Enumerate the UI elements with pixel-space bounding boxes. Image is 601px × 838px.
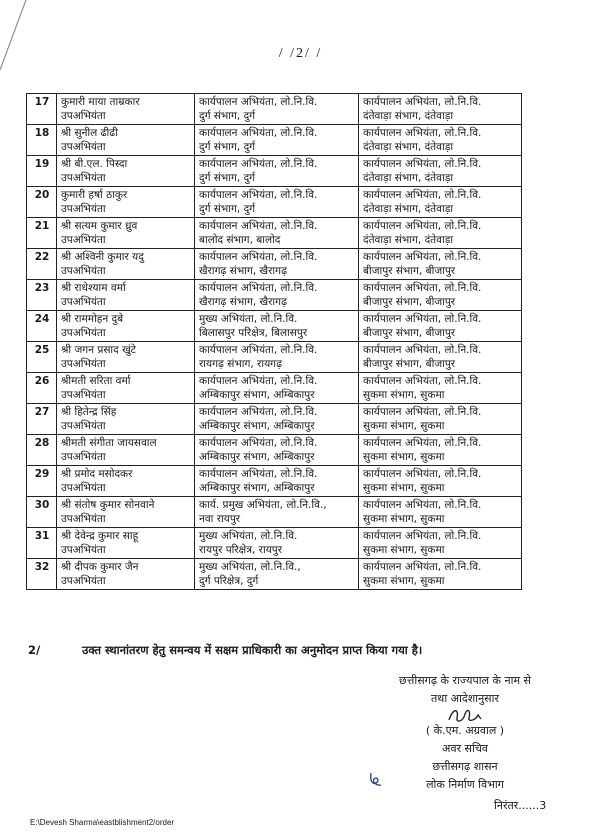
officer-name-line: उपअभियंता — [61, 482, 106, 494]
posted-from-line: मुख्य अभियंता, लो.नि.वि. — [199, 530, 298, 542]
officer-name-line: उपअभियंता — [61, 575, 106, 587]
officer-name-cell — [57, 156, 195, 187]
officer-name-line: श्री जगन प्रसाद खुंटे — [61, 344, 136, 356]
posted-from-cell — [195, 218, 359, 249]
department-name: लोक निर्माण विभाग — [426, 778, 504, 791]
table-row — [27, 311, 522, 342]
posted-from-line: दुर्ग संभाग, दुर्ग — [199, 203, 256, 215]
posted-to-cell — [359, 94, 522, 125]
officer-name-line: श्री राममोहन दुबे — [61, 313, 124, 325]
note-text: उक्त स्थानांतरण हेतु समन्वय में सक्षम प्राधिकारी का अनुमोदन प्राप्त किया गया है। — [82, 643, 423, 657]
posted-to-line: कार्यपालन अभियंता, लो.नि.वि. — [363, 499, 482, 511]
officer-name-cell — [57, 125, 195, 156]
officer-name-cell — [57, 528, 195, 559]
officer-name-line: उपअभियंता — [61, 513, 106, 525]
posted-from-cell — [195, 435, 359, 466]
posted-to-line: कार्यपालन अभियंता, लो.नि.वि. — [363, 282, 482, 294]
officer-name-cell — [57, 559, 195, 590]
posted-to-line: कार्यपालन अभियंता, लो.नि.वि. — [363, 437, 482, 449]
officer-name-cell — [57, 94, 195, 125]
serial-number: 20 — [27, 187, 57, 218]
posted-to-line: कार्यपालन अभियंता, लो.नि.वि. — [363, 561, 482, 573]
posted-from-line: नवा रायपुर — [199, 513, 241, 525]
officer-name-cell — [57, 280, 195, 311]
officer-name-cell — [57, 187, 195, 218]
officer-name-line: उपअभियंता — [61, 420, 106, 432]
table-row — [27, 404, 522, 435]
authority-line: छत्तीसगढ़ के राज्यपाल के नाम से — [399, 674, 531, 687]
posted-to-line: कार्यपालन अभियंता, लो.नि.वि. — [363, 251, 482, 263]
posted-to-line: दंतेवाड़ा संभाग, दंतेवाड़ा — [363, 110, 454, 122]
officer-name-line: श्री देवेन्द्र कुमार साहू — [61, 530, 139, 542]
posted-from-line: दुर्ग संभाग, दुर्ग — [199, 172, 256, 184]
posted-from-line: बिलासपुर परिक्षेत्र, बिलासपुर — [199, 327, 308, 339]
posted-from-line: कार्यपालन अभियंता, लो.नि.वि. — [199, 344, 318, 356]
serial-number: 24 — [27, 311, 57, 342]
posted-from-line: कार्यपालन अभियंता, लो.नि.वि. — [199, 282, 318, 294]
serial-number: 19 — [27, 156, 57, 187]
order-line: तथा आदेशानुसार — [431, 692, 499, 705]
officer-name-line: उपअभियंता — [61, 451, 106, 463]
posted-to-cell — [359, 528, 522, 559]
posted-to-cell — [359, 404, 522, 435]
officer-name-cell — [57, 218, 195, 249]
government-name: छत्तीसगढ़ शासन — [432, 760, 498, 773]
posted-from-cell — [195, 373, 359, 404]
posted-from-line: खैरागढ़ संभाग, खैरागढ़ — [199, 296, 287, 308]
serial-number: 17 — [27, 94, 57, 125]
officer-name-line: उपअभियंता — [61, 203, 106, 215]
serial-number: 29 — [27, 466, 57, 497]
posted-to-line: कार्यपालन अभियंता, लो.नि.वि. — [363, 127, 482, 139]
officer-name-line: श्रीमती सरिता वर्मा — [61, 375, 131, 387]
posted-to-cell — [359, 218, 522, 249]
officer-name-line: श्री सुनील ढीढी — [61, 127, 118, 139]
handwritten-initial — [368, 770, 384, 788]
table-row — [27, 156, 522, 187]
posted-from-line: कार्यपालन अभियंता, लो.नि.वि. — [199, 251, 318, 263]
officer-name-line: उपअभियंता — [61, 265, 106, 277]
officer-name-line: श्री बी.एल. पिस्दा — [61, 158, 128, 170]
posted-from-cell — [195, 466, 359, 497]
serial-number: 18 — [27, 125, 57, 156]
officer-name-line: उपअभियंता — [61, 172, 106, 184]
posted-to-cell — [359, 187, 522, 218]
table-row — [27, 559, 522, 590]
posted-to-line: कार्यपालन अभियंता, लो.नि.वि. — [363, 344, 482, 356]
officer-name-cell — [57, 342, 195, 373]
table-row — [27, 497, 522, 528]
posted-to-line: सुकमा संभाग, सुकमा — [363, 544, 445, 556]
serial-number: 25 — [27, 342, 57, 373]
officer-name-line: उपअभियंता — [61, 327, 106, 339]
officer-name-line: उपअभियंता — [61, 358, 106, 370]
posted-to-cell — [359, 125, 522, 156]
posted-from-line: अम्बिकापुर संभाग, अम्बिकापुर — [199, 420, 315, 432]
posted-to-cell — [359, 497, 522, 528]
serial-number: 28 — [27, 435, 57, 466]
officer-name-line: कुमारी माया ताम्रकार — [61, 96, 140, 108]
posted-to-cell — [359, 311, 522, 342]
serial-number: 32 — [27, 559, 57, 590]
posted-from-line: खैरागढ़ संभाग, खैरागढ़ — [199, 265, 287, 277]
posted-from-line: कार्यपालन अभियंता, लो.नि.वि. — [199, 406, 318, 418]
table-row — [27, 187, 522, 218]
table-row — [27, 94, 522, 125]
officer-name-line: उपअभियंता — [61, 544, 106, 556]
posted-from-line: दुर्ग परिक्षेत्र, दुर्ग — [199, 575, 259, 587]
table-row — [27, 218, 522, 249]
posted-to-line: कार्यपालन अभियंता, लो.नि.वि. — [363, 530, 482, 542]
table-row — [27, 342, 522, 373]
signatory-name: ( के.एम. अग्रवाल ) — [425, 724, 505, 737]
file-path: E:\Devesh Sharma\eastblishment2/order — [30, 818, 175, 827]
posted-from-line: कार्यपालन अभियंता, लो.नि.वि. — [199, 468, 318, 480]
posted-to-cell — [359, 466, 522, 497]
posted-to-line: दंतेवाड़ा संभाग, दंतेवाड़ा — [363, 141, 454, 153]
posted-from-line: दुर्ग संभाग, दुर्ग — [199, 141, 256, 153]
posted-from-line: मुख्य अभियंता, लो.नि.वि. — [199, 313, 298, 325]
serial-number: 21 — [27, 218, 57, 249]
posted-from-line: दुर्ग संभाग, दुर्ग — [199, 110, 256, 122]
serial-number: 26 — [27, 373, 57, 404]
officer-name-line: उपअभियंता — [61, 389, 106, 401]
officer-name-line: उपअभियंता — [61, 234, 106, 246]
approval-note — [28, 643, 588, 658]
posted-from-cell — [195, 280, 359, 311]
posted-from-cell — [195, 497, 359, 528]
posted-from-cell — [195, 94, 359, 125]
posted-to-line: कार्यपालन अभियंता, लो.नि.वि. — [363, 189, 482, 201]
posted-to-line: सुकमा संभाग, सुकमा — [363, 389, 445, 401]
transfer-table — [26, 93, 522, 590]
posted-to-line: कार्यपालन अभियंता, लो.नि.वि. — [363, 158, 482, 170]
note-number: 2/ — [28, 643, 41, 657]
posted-to-line: दंतेवाड़ा संभाग, दंतेवाड़ा — [363, 234, 454, 246]
posted-to-line: कार्यपालन अभियंता, लो.नि.वि. — [363, 375, 482, 387]
posted-from-line: कार्यपालन अभियंता, लो.नि.वि. — [199, 375, 318, 387]
officer-name-cell — [57, 466, 195, 497]
posted-from-line: कार्यपालन अभियंता, लो.नि.वि. — [199, 189, 318, 201]
table-row — [27, 280, 522, 311]
posted-to-line: कार्यपालन अभियंता, लो.नि.वि. — [363, 468, 482, 480]
officer-name-cell — [57, 311, 195, 342]
posted-from-line: अम्बिकापुर संभाग, अम्बिकापुर — [199, 482, 315, 494]
posted-from-line: कार्यपालन अभियंता, लो.नि.वि. — [199, 437, 318, 449]
posted-from-line: अम्बिकापुर संभाग, अम्बिकापुर — [199, 451, 315, 463]
serial-number: 31 — [27, 528, 57, 559]
serial-number: 23 — [27, 280, 57, 311]
transfer-table-body — [27, 94, 522, 590]
posted-from-cell — [195, 249, 359, 280]
posted-from-line: रायपुर परिक्षेत्र, रायपुर — [199, 544, 283, 556]
officer-name-line: श्री हितेन्द्र सिंह — [61, 406, 117, 418]
table-row — [27, 373, 522, 404]
serial-number: 27 — [27, 404, 57, 435]
officer-name-line: श्री अश्विनी कुमार यदु — [61, 251, 144, 263]
posted-to-line: सुकमा संभाग, सुकमा — [363, 482, 445, 494]
posted-from-cell — [195, 404, 359, 435]
officer-name-line: उपअभियंता — [61, 141, 106, 153]
posted-from-line: कार्य. प्रमुख अभियंता, लो.नि.वि., — [199, 499, 327, 511]
posted-from-cell — [195, 528, 359, 559]
officer-name-line: श्री राधेश्याम वर्मा — [61, 282, 126, 294]
posted-to-cell — [359, 249, 522, 280]
posted-to-line: कार्यपालन अभियंता, लो.नि.वि. — [363, 313, 482, 325]
posted-from-line: कार्यपालन अभियंता, लो.नि.वि. — [199, 127, 318, 139]
posted-to-line: सुकमा संभाग, सुकमा — [363, 513, 445, 525]
officer-name-cell — [57, 249, 195, 280]
posted-from-cell — [195, 125, 359, 156]
table-row — [27, 125, 522, 156]
posted-to-line: बीजापुर संभाग, बीजापुर — [363, 296, 456, 308]
folded-corner-mark — [0, 0, 30, 80]
page-number: / /2/ / — [278, 46, 323, 61]
table-row — [27, 249, 522, 280]
posted-to-line: दंतेवाड़ा संभाग, दंतेवाड़ा — [363, 172, 454, 184]
officer-name-cell — [57, 497, 195, 528]
posted-to-cell — [359, 435, 522, 466]
officer-name-line: श्री प्रमोद मसोदकर — [61, 468, 133, 480]
officer-name-line: श्री संतोष कुमार सोनवाने — [61, 499, 155, 511]
posted-from-line: बालोद संभाग, बालोद — [199, 234, 281, 246]
officer-name-cell — [57, 404, 195, 435]
officer-name-line: श्री दीपक कुमार जैन — [61, 561, 139, 573]
posted-to-line: सुकमा संभाग, सुकमा — [363, 575, 445, 587]
posted-to-line: सुकमा संभाग, सुकमा — [363, 420, 445, 432]
officer-name-line: कुमारी हर्षा ठाकुर — [61, 189, 128, 201]
posted-from-cell — [195, 187, 359, 218]
table-row — [27, 435, 522, 466]
posted-from-cell — [195, 342, 359, 373]
table-row — [27, 528, 522, 559]
posted-to-line: बीजापुर संभाग, बीजापुर — [363, 265, 456, 277]
posted-from-line: अम्बिकापुर संभाग, अम्बिकापुर — [199, 389, 315, 401]
posted-to-line: सुकमा संभाग, सुकमा — [363, 451, 445, 463]
posted-to-line: कार्यपालन अभियंता, लो.नि.वि. — [363, 96, 482, 108]
posted-to-cell — [359, 280, 522, 311]
continued-marker: निरंतर......3 — [494, 799, 547, 812]
posted-from-line: कार्यपालन अभियंता, लो.नि.वि. — [199, 158, 318, 170]
posted-from-line: कार्यपालन अभियंता, लो.नि.वि. — [199, 96, 318, 108]
posted-to-line: बीजापुर संभाग, बीजापुर — [363, 358, 456, 370]
serial-number: 22 — [27, 249, 57, 280]
posted-to-cell — [359, 156, 522, 187]
serial-number: 30 — [27, 497, 57, 528]
posted-to-cell — [359, 342, 522, 373]
posted-from-cell — [195, 156, 359, 187]
posted-to-line: दंतेवाड़ा संभाग, दंतेवाड़ा — [363, 203, 454, 215]
posted-to-line: कार्यपालन अभियंता, लो.नि.वि. — [363, 220, 482, 232]
officer-name-line: उपअभियंता — [61, 296, 106, 308]
officer-name-line: श्री सत्यम कुमार ध्रुव — [61, 220, 138, 232]
officer-name-cell — [57, 373, 195, 404]
table-row — [27, 466, 522, 497]
officer-name-line: उपअभियंता — [61, 110, 106, 122]
posted-from-line: मुख्य अभियंता, लो.नि.वि., — [199, 561, 301, 573]
posted-to-line: कार्यपालन अभियंता, लो.नि.वि. — [363, 406, 482, 418]
posted-from-cell — [195, 559, 359, 590]
posted-to-cell — [359, 559, 522, 590]
posted-from-cell — [195, 311, 359, 342]
posted-from-line: रायगढ़ संभाग, रायगढ़ — [199, 358, 282, 370]
posted-to-cell — [359, 373, 522, 404]
officer-name-cell — [57, 435, 195, 466]
posted-from-line: कार्यपालन अभियंता, लो.नि.वि. — [199, 220, 318, 232]
posted-to-line: बीजापुर संभाग, बीजापुर — [363, 327, 456, 339]
officer-name-line: श्रीमती संगीता जायसवाल — [61, 437, 157, 449]
signatory-designation: अवर सचिव — [442, 742, 488, 755]
